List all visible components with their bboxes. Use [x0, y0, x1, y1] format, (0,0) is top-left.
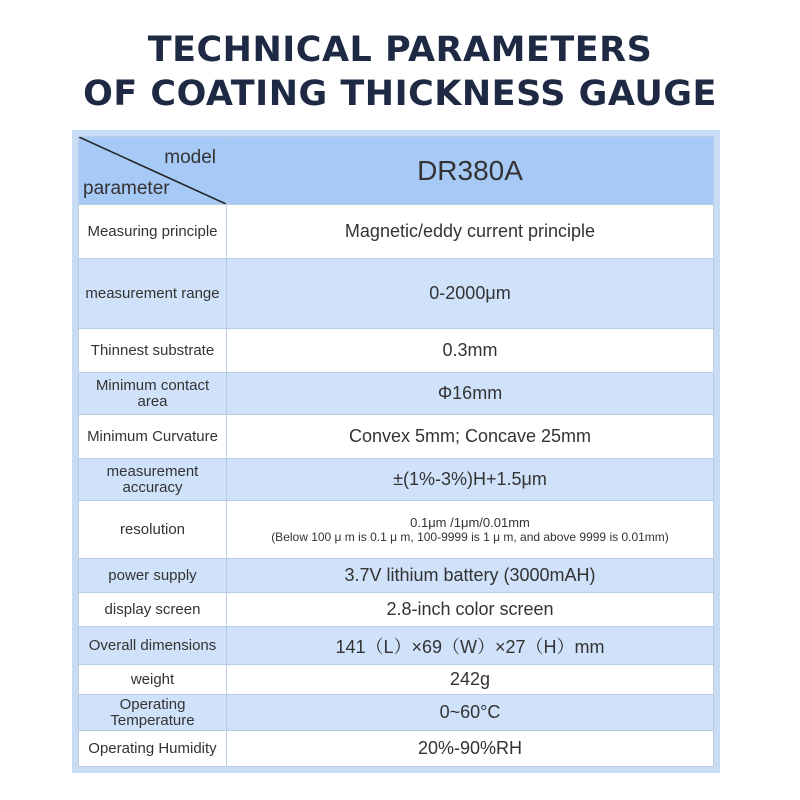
param-cell: Minimum Curvature — [79, 415, 227, 459]
param-cell: display screen — [79, 593, 227, 627]
table-row — [79, 731, 714, 767]
table-row — [79, 695, 714, 731]
resolution-value: 0.1μm /1μm/0.01mm — [410, 515, 530, 530]
table-row — [79, 373, 714, 415]
value-cell: 242g — [227, 665, 714, 695]
value-cell — [227, 501, 714, 559]
parameters-table-frame — [72, 130, 720, 773]
value-cell: Convex 5mm; Concave 25mm — [227, 415, 714, 459]
table-row — [79, 627, 714, 665]
value-cell: 141（L）×69（W）×27（H）mm — [227, 627, 714, 665]
corner-model-label: model — [164, 147, 216, 168]
title-line-2: OF COATING THICKNESS GAUGE — [83, 74, 717, 114]
value-cell: 3.7V lithium battery (3000mAH) — [227, 559, 714, 593]
table-row — [79, 415, 714, 459]
value-cell: ±(1%-3%)H+1.5μm — [227, 459, 714, 501]
model-header-cell — [227, 137, 714, 205]
table-row — [79, 501, 714, 559]
value-cell: 0~60°C — [227, 695, 714, 731]
value-cell: Φ16mm — [227, 373, 714, 415]
param-cell: measurement range — [79, 259, 227, 329]
header-corner-cell — [79, 137, 227, 205]
table-row — [79, 593, 714, 627]
page-title — [0, 28, 800, 116]
param-cell: Minimum contact area — [79, 373, 227, 415]
table-header-row — [79, 137, 714, 205]
corner-parameter-label: parameter — [83, 178, 170, 199]
param-cell: resolution — [79, 501, 227, 559]
param-cell: power supply — [79, 559, 227, 593]
param-cell: Thinnest substrate — [79, 329, 227, 373]
value-cell: 0.3mm — [227, 329, 714, 373]
resolution-note: (Below 100 μ m is 0.1 μ m, 100-9999 is 1 μ m, and above 9999 is 0.01mm) — [271, 530, 669, 544]
param-cell: Overall dimensions — [79, 627, 227, 665]
param-cell: Operating Temperature — [79, 695, 227, 731]
parameters-table — [78, 136, 714, 767]
table-row — [79, 459, 714, 501]
model-name: DR380A — [417, 154, 523, 186]
param-cell: weight — [79, 665, 227, 695]
value-cell: 2.8-inch color screen — [227, 593, 714, 627]
table-row — [79, 259, 714, 329]
title-line-1: TECHNICAL PARAMETERS — [147, 30, 653, 70]
param-cell: Measuring principle — [79, 205, 227, 259]
param-cell: Operating Humidity — [79, 731, 227, 767]
param-cell: measurement accuracy — [79, 459, 227, 501]
value-cell: 0-2000μm — [227, 259, 714, 329]
table-row — [79, 665, 714, 695]
table-row — [79, 559, 714, 593]
table-row — [79, 205, 714, 259]
value-cell: 20%-90%RH — [227, 731, 714, 767]
table-row — [79, 329, 714, 373]
value-cell: Magnetic/eddy current principle — [227, 205, 714, 259]
